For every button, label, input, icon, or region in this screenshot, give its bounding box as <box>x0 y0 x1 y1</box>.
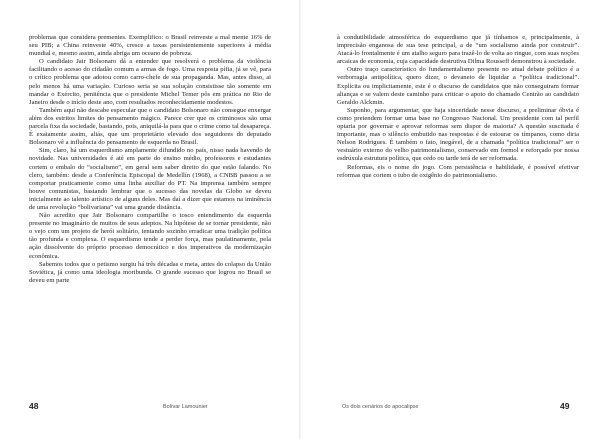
paragraph: O candidato Jair Bolsonaro dá a entender que resolverá o problema da violência facilitando o acesso do cidadão comum a armas de fogo. Uma resposta pífia, já se vê, para o crítico problema que adotou como carro-chefe de sua propaganda. Mas, antes disso, ai pelo menos há uma variação. Curioso seria se sua solução consistisse tão somente em mandar o Exército, penitência que o presidente Michel Temer pôs em prática no Rio de Janeiro desde o início deste ano, com resultados reconhecidamente modestos. <box>29 58 271 106</box>
paragraph: à condutibilidade atmosférica do esquerdismo que já tínhamos e, principalmente, à imprecisão enganosa de sua tese principal, a de “um socialismo ainda por construir”. Atacá-lo frontalmente é um atalho seguro para trazê-lo de volta ao ringue, com suas noções arcaicas de economia, cuja capacidade destrutiva Dilma Rousseff demonstrou à sociedade. <box>337 34 579 66</box>
paragraph: Também aqui não descabe especular que o candidato Bolsonaro não consegue enxergar além dos estritos limites do pensamento mágico. Parece crer que os criminosos são uma parcela fixa da sociedade, bastando, pois, aniquilá-la para que o crime como tal desapareça. É exatamente assim, aliás, que um proprietário elevado dos seguidores do deputado Bolsonaro vê a influência do pensamento de esquerda no Brasil. <box>29 106 271 147</box>
paragraph: Reformas, eis o nome do jogo. Com persistência e habilidade, é possível efetivar reformas que cortem o tubo de oxigênio do patrimonialismo. <box>337 163 579 179</box>
paragraph: Sim, claro, há um esquerdismo amplamente difundido no país, nisso nada havendo de novidade. Nas universidades é até em parte do ensino médio, professores e estudantes cortem o embalo do “socialismo”, em geral sem saber direito do que estão falando. No clero, também: desde a Conferência Episcopal de Medellín (1968), a CNBB passou a se comportar praticamente como uma linha auxiliar do PT. Na imprensa também sempre houve comunistas, bastando lembrar que o sucesso das novelas da Globo se deveu inicialmente ao talento artístico de alguns deles. Mas daí a dizer que estamos na iminência de uma revolução “bolivariana” vai uma grande distância. <box>29 147 271 211</box>
paragraph: Outro traço característico do fundamentalismo presente no atual debate político é a verborragia antipolítica, quero dizer, o devaneio de liquidar a “política tradicional”. Explícita ou implicitamente, este é o discurso de candidatos que não conseguiram formar alianças e se valem deste caminho para criticar o apoio do chamado Centrão ao candidato Geraldo Alckmin. <box>337 66 579 106</box>
right-page <box>300 0 600 439</box>
right-text-block <box>337 34 579 382</box>
paragraph: problemas que considera prementes. Exemplifico: o Brasil reinveste a mal mente 16% de seu PIB; a China reinveste 40%, cresce a taxas persistentemente superiores à média mundial e, mesmo assim, ainda abriga um oceano de pobreza. <box>29 34 271 58</box>
paragraph: Sabemos todos que o petismo surgiu há três décadas e meia, antes do colapso da União Soviética, já como uma ideologia moribunda. O grande sucesso que logrou no Brasil se deveu em parte <box>29 260 271 284</box>
left-text-block <box>29 34 271 382</box>
page-number: 48 <box>29 401 39 411</box>
page-number: 49 <box>560 401 570 411</box>
paragraph: Suponho, para argumentar, que haja sinceridade nesse discurso, a preliminar óbvia é como pretendem formar uma base no Congresso Nacional. Um presidente com tal perfil optaria por governar e aprovar reformas sem dispor de maioria? A questão suscitada é importante, mas o silêncio embutido nas respostas é de estourar os tímpanos, como diria Nelson Rodrigues. É também o fato, inegável, de a chamada “política tradicional” ser o vestuário externo do velho patrimonialismo, conservado em formol e reforçado por nossa esdrúxula estrutura política, que cedo ou tarde terá de ser reformada. <box>337 106 579 163</box>
paragraph: Não acredito que Jair Bolsonaro compartilhe o tosco entendimento da esquerda presente no imaginário de muitos de seus adeptos. Na hipótese de se tornar presidente, não o vejo com um projeto de herói solitário, tentando sozinho erradicar uma tradição política tão profunda e complexa. O esquerdismo tende a perder força, mas paulatinamente, pela ação dissolvente do próprio processo democrático e dos imperativos da modernização econômica. <box>29 212 271 260</box>
running-footer: Bolívar Lamounier <box>163 404 208 410</box>
running-footer: Os dois cenários do apocalipse <box>342 404 419 410</box>
